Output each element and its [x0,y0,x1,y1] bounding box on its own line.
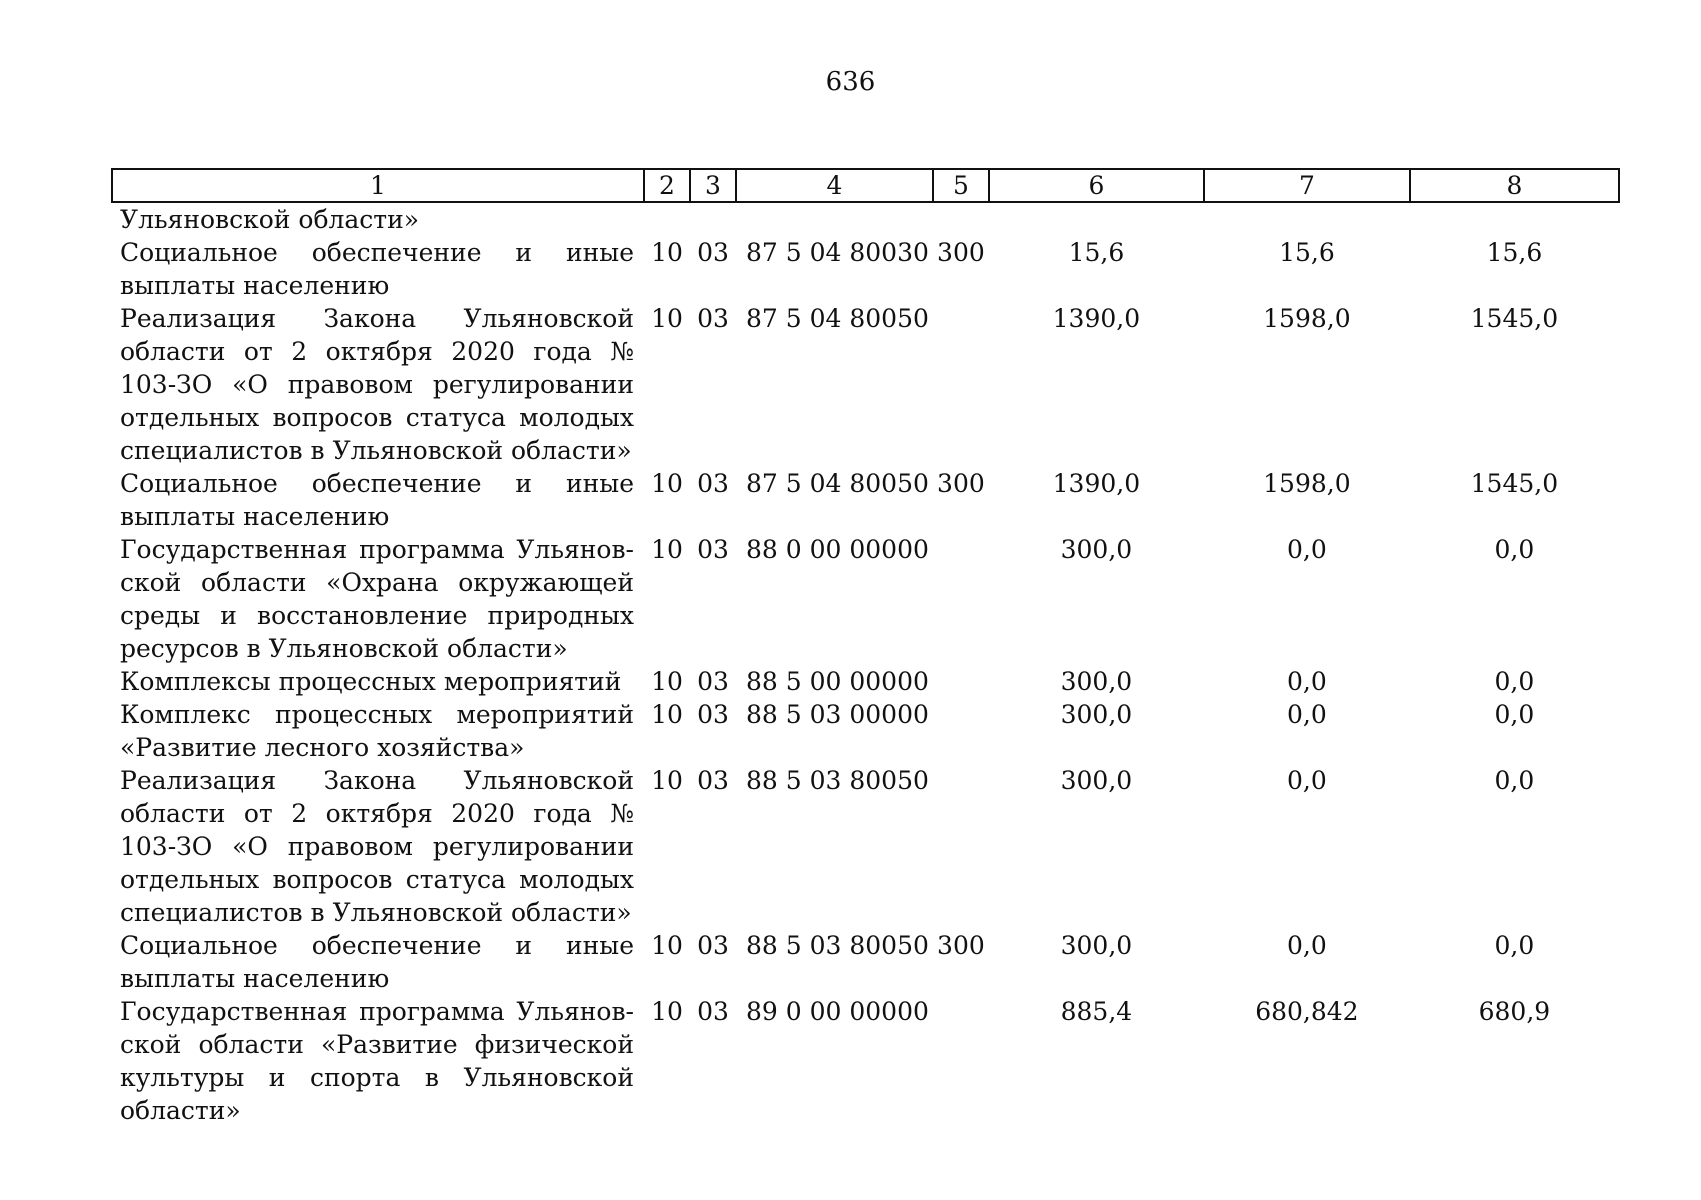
expense-type-code [933,202,989,236]
column-number: 1 [112,169,644,202]
amount-col-6 [989,202,1204,236]
row-name: Ульяновской области» [120,205,420,234]
column-number: 7 [1204,169,1410,202]
section-code: 10 [651,304,683,333]
target-article-code [736,202,933,236]
subsection-code: 03 [697,997,729,1026]
amount-col-7: 680,842 [1255,997,1359,1026]
target-article-code: 87 5 04 80050 [746,469,929,498]
row-name: Социальное обеспечение и иные выплаты населению [120,931,634,993]
amount-col-7: 0,0 [1287,700,1327,729]
expense-type-code [933,995,989,1127]
section-code: 10 [651,766,683,795]
table-row [112,202,1619,236]
column-number: 2 [644,169,690,202]
amount-col-8: 0,0 [1494,931,1535,960]
row-name: Комплекс процессных мероприятий «Развитие лесного хозяйства» [120,700,634,762]
column-number: 4 [736,169,933,202]
section-code: 10 [651,931,683,960]
target-article-code: 88 5 00 00000 [746,667,929,696]
amount-col-8 [1410,202,1619,236]
table-row [112,929,1619,995]
table-row [112,236,1619,302]
table-row [112,533,1619,665]
column-number: 3 [690,169,736,202]
subsection-code: 03 [697,667,729,696]
amount-col-7: 0,0 [1287,931,1327,960]
amount-col-6: 300,0 [1060,766,1133,795]
subsection-code: 03 [697,469,729,498]
amount-col-6: 300,0 [1060,931,1133,960]
amount-col-8: 0,0 [1494,535,1535,564]
target-article-code: 88 5 03 80050 [746,766,929,795]
subsection-code [690,202,736,236]
target-article-code: 89 0 00 00000 [746,997,929,1026]
amount-col-7: 1598,0 [1263,304,1351,333]
row-name: Реализация Закона Ульяновской области от 2 октября 2020 года № 103-ЗО «О правовом регулировании отдельных вопросов статуса молодых специалистов в Ульяновской области» [120,766,634,927]
amount-col-7 [1204,202,1410,236]
page-number: 636 [825,67,876,97]
table-row [112,302,1619,467]
expense-type-code [933,698,989,764]
amount-col-8: 0,0 [1494,667,1535,696]
expense-type-code: 300 [937,931,985,960]
table-row [112,764,1619,929]
row-name: Государственная программа Ульяновской области «Охрана окружающей среды и восстановление природных ресурсов в Ульяновской области» [120,535,634,663]
subsection-code: 03 [697,700,729,729]
row-name: Реализация Закона Ульяновской области от 2 октября 2020 года № 103-ЗО «О правовом регулировании отдельных вопросов статуса молодых специалистов в Ульяновской области» [120,304,634,465]
target-article-code: 88 5 03 00000 [746,700,929,729]
amount-col-8: 1545,0 [1470,469,1559,498]
expense-type-code [933,665,989,698]
amount-col-6: 15,6 [1068,238,1125,267]
target-article-code: 87 5 04 80050 [746,304,929,333]
expense-type-code [933,764,989,929]
section-code: 10 [651,997,683,1026]
amount-col-7: 0,0 [1287,535,1327,564]
amount-col-6: 300,0 [1060,667,1133,696]
amount-col-8: 680,9 [1478,997,1551,1026]
section-code: 10 [651,667,683,696]
section-code: 10 [651,469,683,498]
column-number: 6 [989,169,1204,202]
table-body [112,202,1619,1127]
amount-col-6: 885,4 [1060,997,1133,1026]
section-code: 10 [651,535,683,564]
amount-col-8: 0,0 [1494,700,1535,729]
target-article-code: 88 5 03 80050 [746,931,929,960]
row-name: Социальное обеспечение и иные выплаты населению [120,469,634,531]
table-row [112,995,1619,1127]
section-code: 10 [651,700,683,729]
subsection-code: 03 [697,931,729,960]
table-row [112,467,1619,533]
row-name: Государственная программа Ульяновской области «Развитие физической культуры и спорта в Ульяновской области» [120,997,634,1125]
subsection-code: 03 [697,766,729,795]
amount-col-7: 15,6 [1279,238,1335,267]
amount-col-6: 300,0 [1060,700,1133,729]
amount-col-8: 0,0 [1494,766,1535,795]
expense-type-code: 300 [937,469,985,498]
amount-col-7: 0,0 [1287,766,1327,795]
target-article-code: 88 0 00 00000 [746,535,929,564]
amount-col-6: 1390,0 [1052,304,1141,333]
table-row [112,665,1619,698]
expense-type-code [933,302,989,467]
subsection-code: 03 [697,535,729,564]
amount-col-7: 0,0 [1287,667,1327,696]
amount-col-8: 15,6 [1486,238,1543,267]
expense-type-code: 300 [937,238,985,267]
section-code: 10 [651,238,683,267]
row-name: Социальное обеспечение и иные выплаты населению [120,238,634,300]
row-name: Комплексы процессных мероприятий [120,667,622,696]
column-number: 8 [1410,169,1619,202]
column-number: 5 [933,169,989,202]
subsection-code: 03 [697,238,729,267]
table-row [112,698,1619,764]
amount-col-6: 1390,0 [1052,469,1141,498]
subsection-code: 03 [697,304,729,333]
amount-col-6: 300,0 [1060,535,1133,564]
column-number-row [112,169,1619,202]
budget-table [111,168,1620,1127]
target-article-code: 87 5 04 80030 [746,238,929,267]
amount-col-7: 1598,0 [1263,469,1351,498]
expense-type-code [933,533,989,665]
section-code [644,202,690,236]
amount-col-8: 1545,0 [1470,304,1559,333]
